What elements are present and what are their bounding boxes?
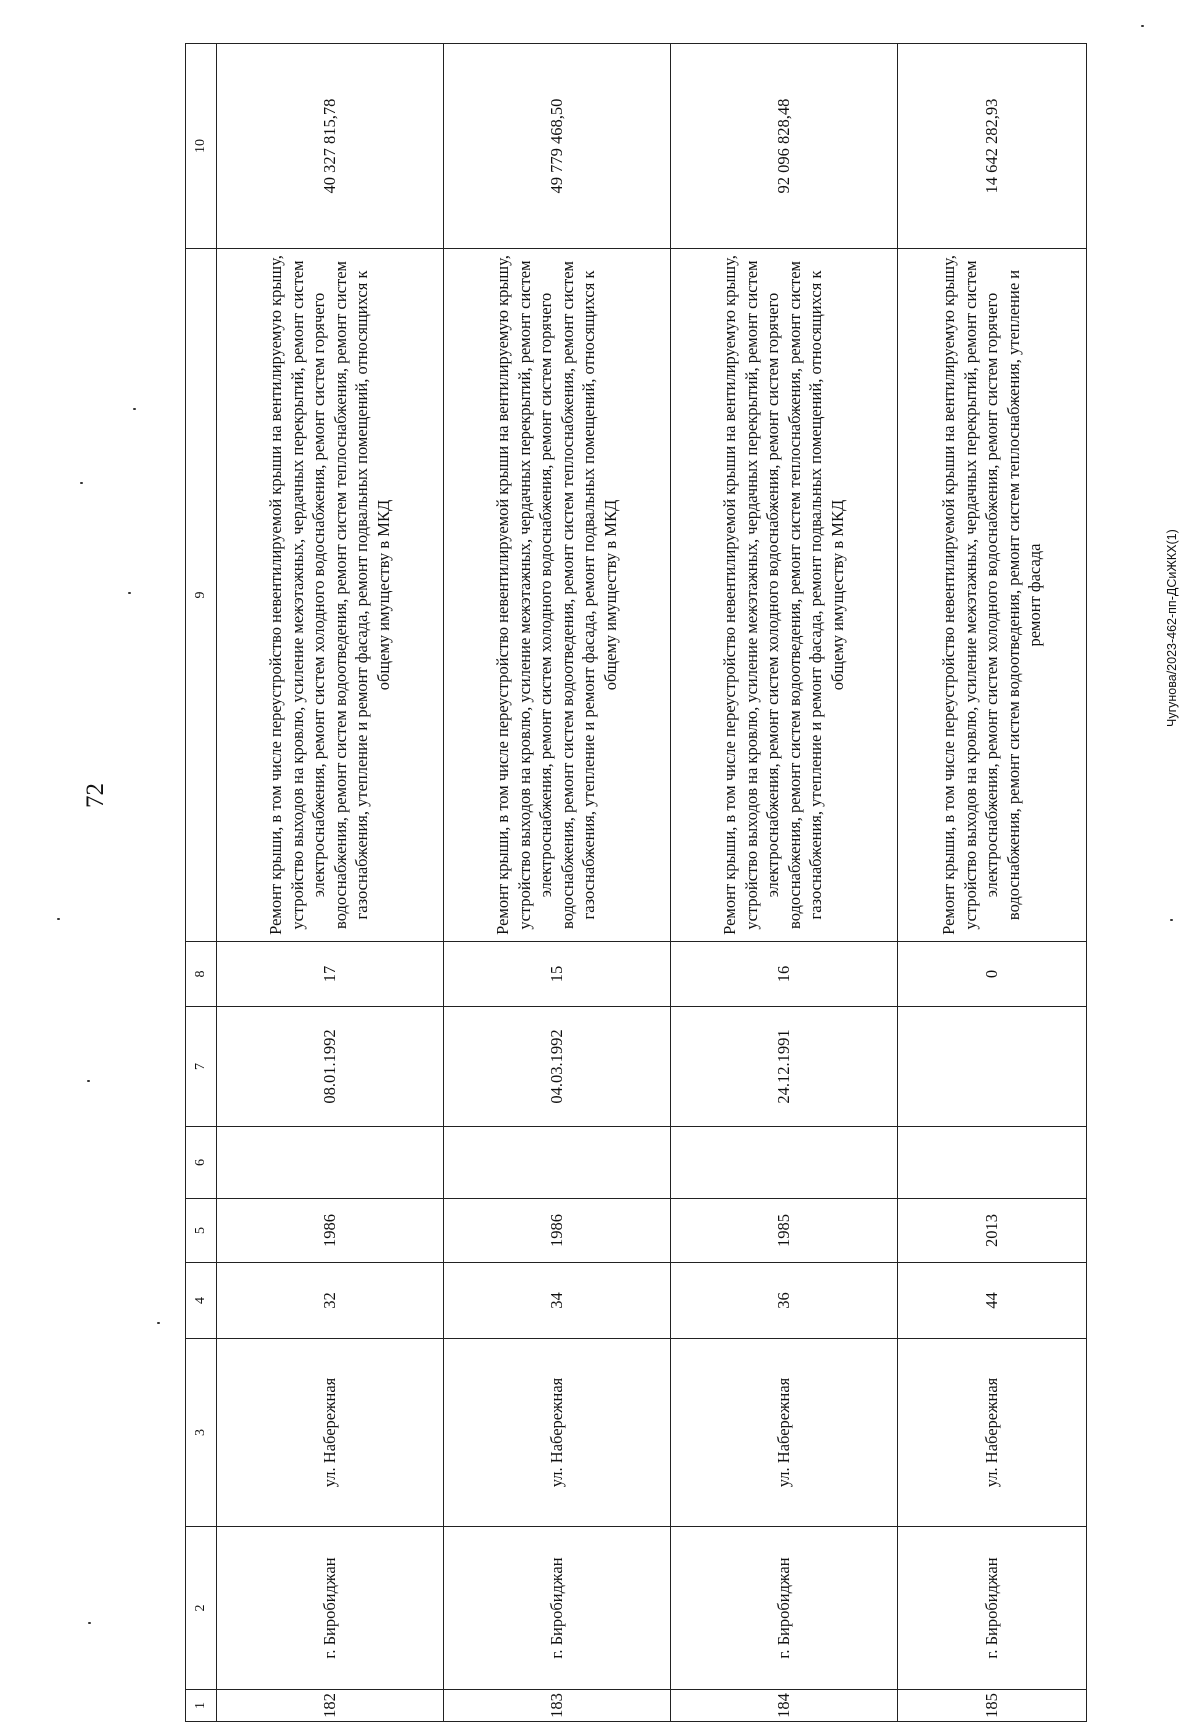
register-table-container [185, 44, 1087, 1722]
house-number-cell: 32 [217, 1263, 444, 1339]
header-cell: 9 [186, 249, 217, 942]
year-built-cell: 1985 [670, 1199, 897, 1263]
city-cell: г. Биробиджан [217, 1527, 444, 1690]
scan-speck [1141, 25, 1144, 27]
header-cell: 8 [186, 942, 217, 1007]
scan-speck [128, 592, 131, 594]
city-cell: г. Биробиджан [670, 1527, 897, 1690]
header-cell: 1 [186, 1690, 217, 1722]
header-row [186, 44, 217, 1722]
amount-cell: 14 642 282,93 [897, 44, 1086, 249]
column-8-cell: 0 [897, 942, 1086, 1007]
date-cell: 04.03.1992 [443, 1007, 670, 1127]
scan-speck [133, 408, 136, 410]
house-number-cell: 44 [897, 1263, 1086, 1339]
year-built-cell: 2013 [897, 1199, 1086, 1263]
table-row [897, 44, 1086, 1722]
row-number: 182 [217, 1690, 444, 1722]
row-number: 183 [443, 1690, 670, 1722]
date-cell: 24.12.1991 [670, 1007, 897, 1127]
column-6-cell [897, 1127, 1086, 1199]
column-8-cell: 17 [217, 942, 444, 1007]
date-cell [897, 1007, 1086, 1127]
street-cell: ул. Набережная [897, 1339, 1086, 1527]
street-cell: ул. Набережная [443, 1339, 670, 1527]
row-number: 185 [897, 1690, 1086, 1722]
year-built-cell: 1986 [443, 1199, 670, 1263]
column-8-cell: 15 [443, 942, 670, 1007]
header-cell: 2 [186, 1527, 217, 1690]
column-6-cell [670, 1127, 897, 1199]
amount-cell: 92 096 828,48 [670, 44, 897, 249]
header-cell: 5 [186, 1199, 217, 1263]
works-description-cell: Ремонт крыши, в том числе переустройство невентилируемой крыши на вентилируемую крышу, устройство выходов на кровлю, усиление межэтажных, чердачных перекрытий, ремонт систем электроснабжения, ремонт систем холодного водоснабжения, ремонт систем горячего водоснабжения, ремонт систем водоотведения, ремонт систем теплоснабжения, ремонт систем газоснабжения, утепление и ремонт фасада, ремонт подвальных помещений, относящихся к общему имуществу в МКД [443, 249, 670, 942]
header-cell: 10 [186, 44, 217, 249]
amount-cell: 40 327 815,78 [217, 44, 444, 249]
year-built-cell: 1986 [217, 1199, 444, 1263]
scan-speck [57, 918, 60, 920]
scan-speck [1170, 919, 1173, 921]
street-cell: ул. Набережная [217, 1339, 444, 1527]
register-table [185, 43, 1087, 1722]
column-8-cell: 16 [670, 942, 897, 1007]
table-row [217, 44, 444, 1722]
city-cell: г. Биробиджан [897, 1527, 1086, 1690]
header-cell: 7 [186, 1007, 217, 1127]
scan-speck [87, 1080, 90, 1082]
table-row [670, 44, 897, 1722]
table-row [443, 44, 670, 1722]
document-footer-id: Чугунова/2023-462-пп-ДСиЖКХ(1) [1165, 529, 1179, 727]
works-description-cell: Ремонт крыши, в том числе переустройство невентилируемой крыши на вентилируемую крышу, устройство выходов на кровлю, усиление межэтажных, чердачных перекрытий, ремонт систем электроснабжения, ремонт систем холодного водоснабжения, ремонт систем горячего водоснабжения, ремонт систем водоотведения, ремонт систем теплоснабжения, утепление и ремонт фасада [897, 249, 1086, 942]
scan-speck [157, 1322, 160, 1324]
header-cell: 4 [186, 1263, 217, 1339]
scan-speck [88, 1622, 91, 1624]
street-cell: ул. Набережная [670, 1339, 897, 1527]
amount-cell: 49 779 468,50 [443, 44, 670, 249]
page-number: 72 [82, 783, 109, 808]
column-6-cell [443, 1127, 670, 1199]
house-number-cell: 34 [443, 1263, 670, 1339]
column-6-cell [217, 1127, 444, 1199]
city-cell: г. Биробиджан [443, 1527, 670, 1690]
works-description-cell: Ремонт крыши, в том числе переустройство невентилируемой крыши на вентилируемую крышу, устройство выходов на кровлю, усиление межэтажных, чердачных перекрытий, ремонт систем электроснабжения, ремонт систем холодного водоснабжения, ремонт систем горячего водоснабжения, ремонт систем водоотведения, ремонт систем теплоснабжения, ремонт систем газоснабжения, утепление и ремонт фасада, ремонт подвальных помещений, относящихся к общему имуществу в МКД [670, 249, 897, 942]
scan-speck [80, 482, 83, 484]
header-cell: 3 [186, 1339, 217, 1527]
row-number: 184 [670, 1690, 897, 1722]
works-description-cell: Ремонт крыши, в том числе переустройство невентилируемой крыши на вентилируемую крышу, устройство выходов на кровлю, усиление межэтажных, чердачных перекрытий, ремонт систем электроснабжения, ремонт систем холодного водоснабжения, ремонт систем горячего водоснабжения, ремонт систем водоотведения, ремонт систем теплоснабжения, ремонт систем газоснабжения, утепление и ремонт фасада, ремонт подвальных помещений, относящихся к общему имуществу в МКД [217, 249, 444, 942]
header-cell: 6 [186, 1127, 217, 1199]
house-number-cell: 36 [670, 1263, 897, 1339]
date-cell: 08.01.1992 [217, 1007, 444, 1127]
